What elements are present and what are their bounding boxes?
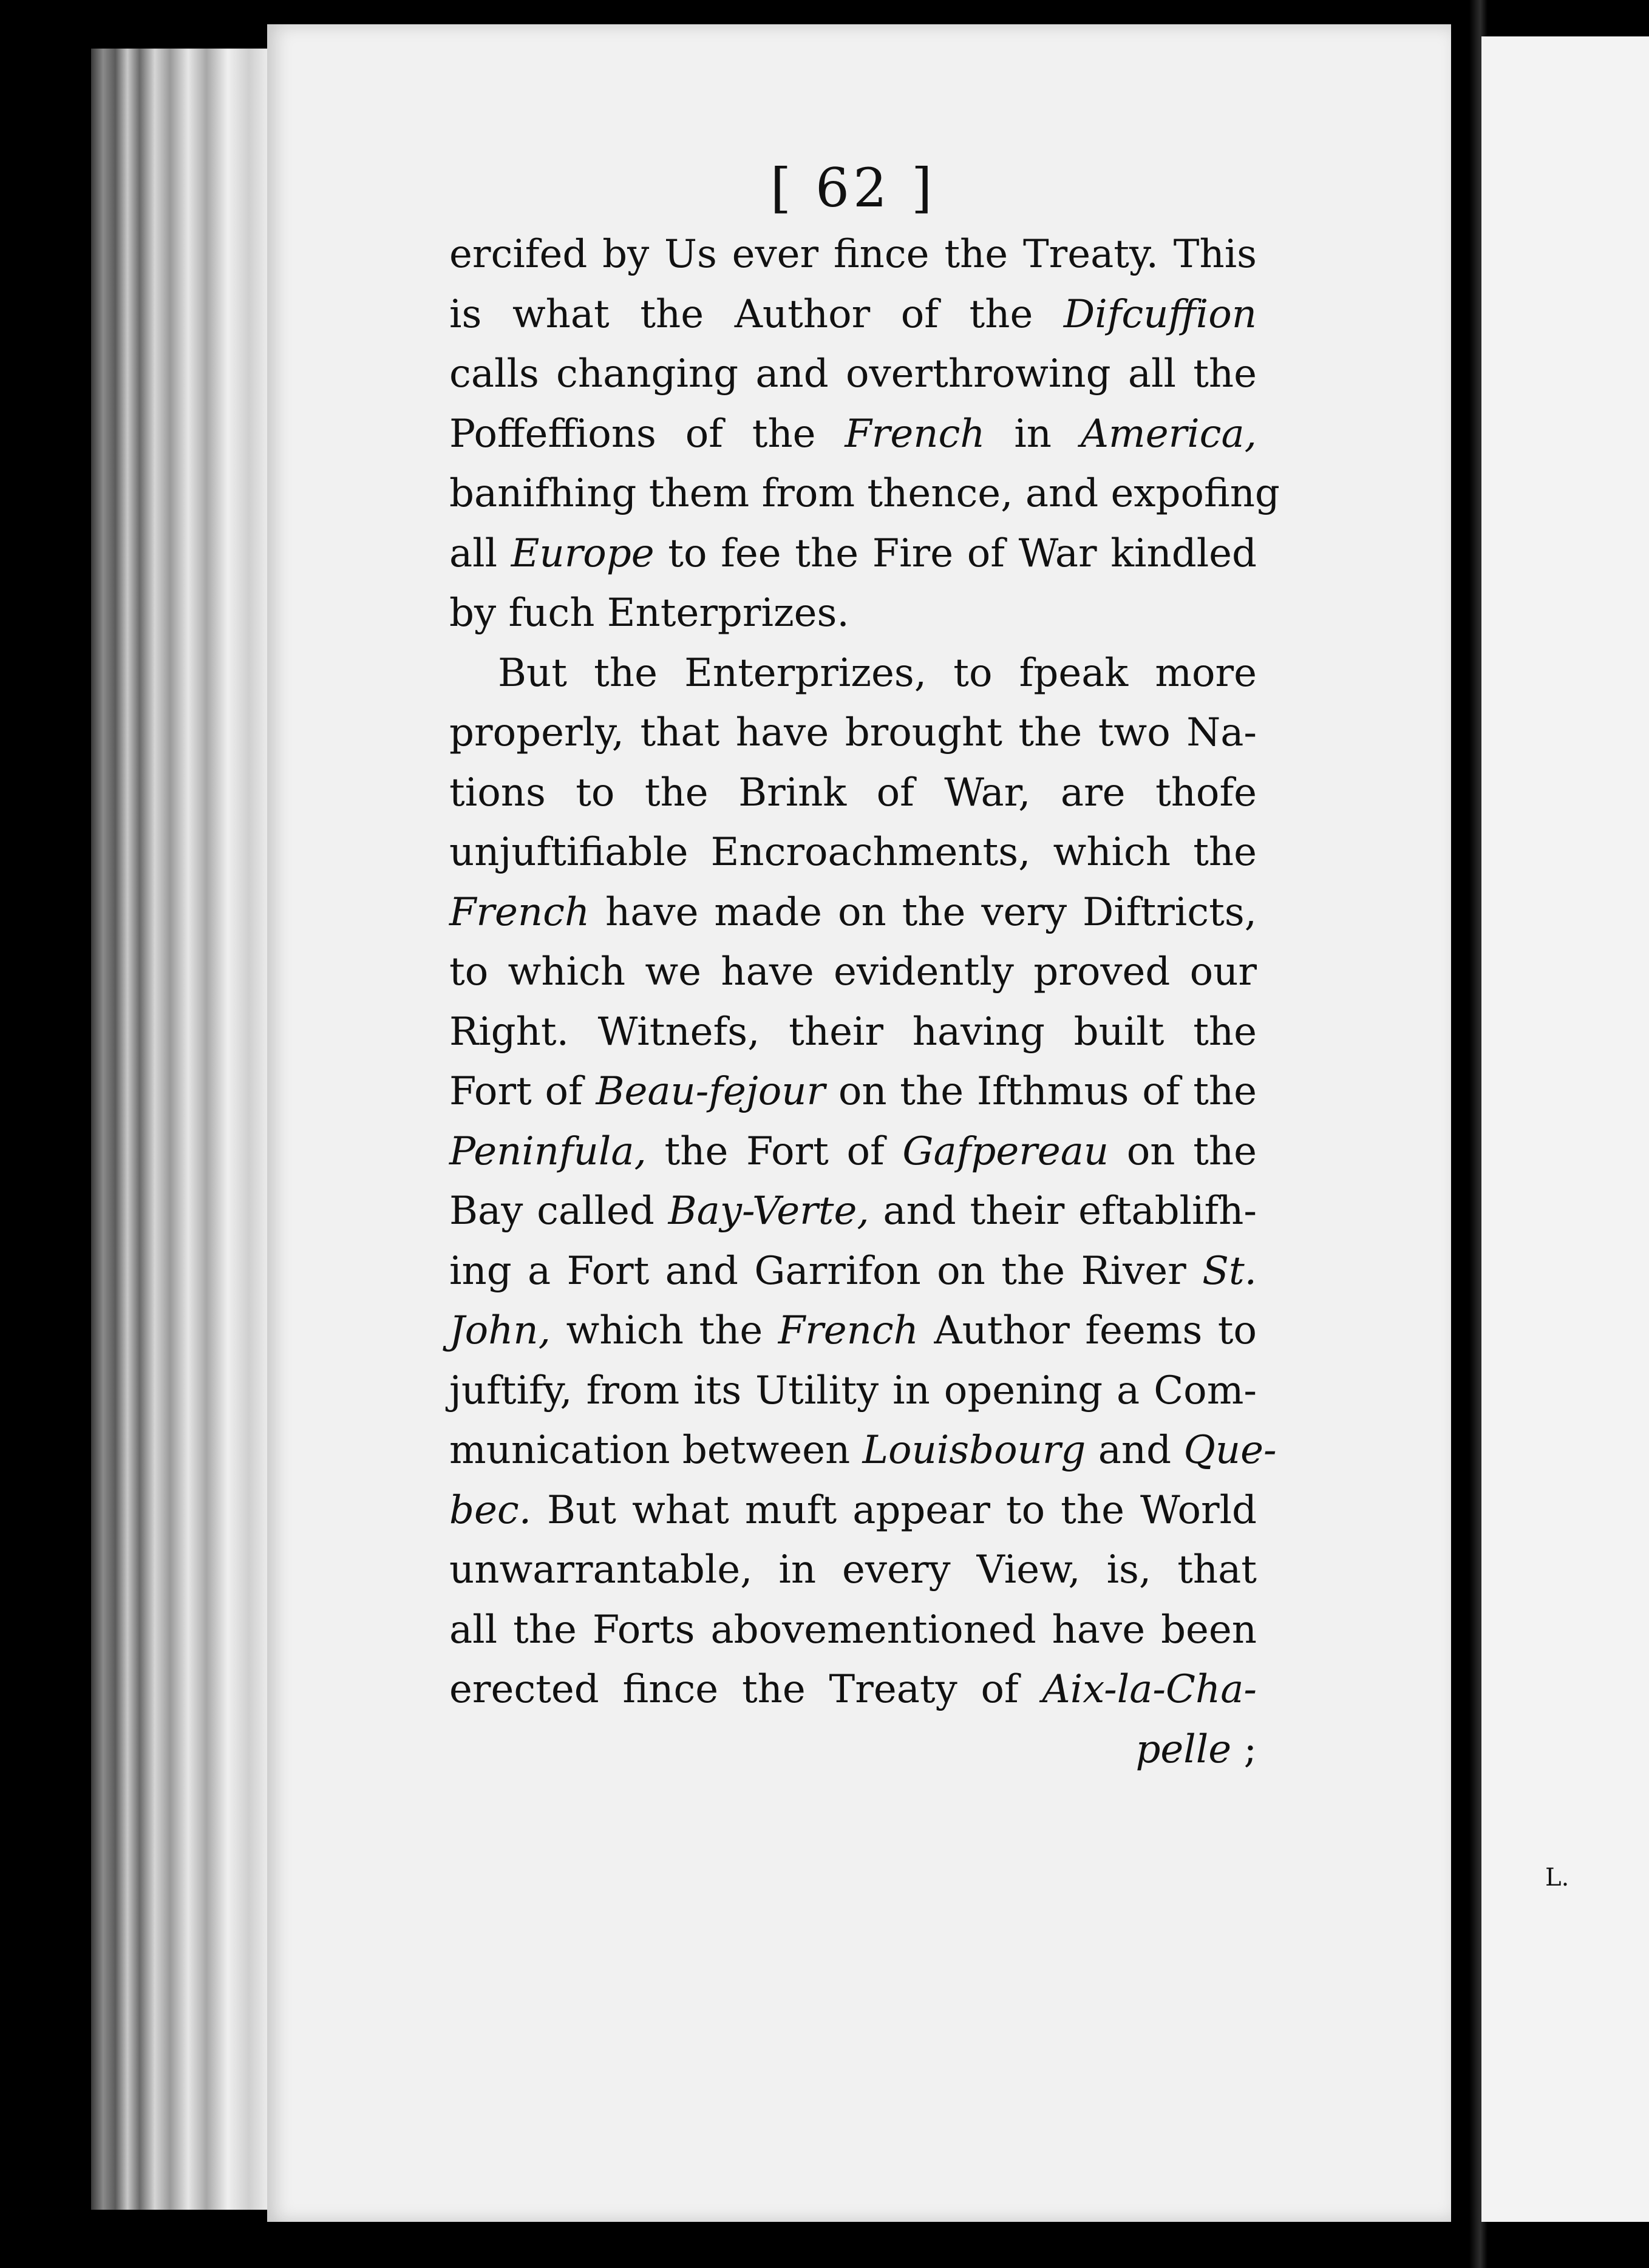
catchword-line — [449, 1720, 1257, 1780]
text-line — [449, 1122, 1257, 1182]
italic-text: pelle — [1135, 1726, 1232, 1772]
roman-text: juftify, from its Utility in opening a Com- — [449, 1368, 1257, 1413]
roman-text: But the Enterprizes, to fpeak more — [498, 650, 1257, 696]
italic-text: French — [778, 1308, 919, 1353]
roman-text: But what muft appear to the World — [531, 1487, 1257, 1533]
roman-text: erected fince the Treaty of — [449, 1667, 1042, 1712]
text-line — [449, 1361, 1257, 1421]
roman-text: to which we have evidently proved our — [449, 949, 1257, 994]
roman-text: have made on the very Diftricts, — [590, 889, 1257, 935]
roman-text: on the — [1109, 1129, 1257, 1174]
roman-text: all — [449, 531, 511, 576]
book-page-edges — [91, 49, 273, 2210]
roman-text: Author feems to — [918, 1308, 1257, 1353]
text-line — [449, 404, 1257, 464]
text-line — [449, 1301, 1257, 1361]
roman-text: and their eftablifh- — [869, 1189, 1257, 1234]
italic-text: Europe — [511, 531, 654, 576]
roman-text: unjuftifiable Encroachments, which the — [449, 830, 1257, 875]
roman-text: ing a Fort and Garrifon on the River — [449, 1248, 1203, 1294]
text-line — [449, 1181, 1257, 1241]
text-line — [449, 883, 1257, 943]
text-line — [449, 524, 1257, 584]
roman-text: banifhing them from thence, and expofing — [449, 471, 1280, 516]
page-text-block — [449, 152, 1280, 1779]
text-lines — [449, 225, 1280, 1779]
roman-text: the Fort of — [646, 1129, 903, 1174]
text-line — [449, 344, 1257, 404]
roman-text: to fee the Fire of War kindled — [654, 531, 1257, 576]
roman-text: is what the Author of the — [449, 291, 1064, 337]
roman-text: all the Forts abovementioned have been — [449, 1607, 1257, 1652]
text-line — [449, 942, 1257, 1002]
text-line — [449, 285, 1257, 345]
roman-text: by fuch Enterprizes. — [449, 591, 849, 636]
text-line — [449, 1600, 1257, 1660]
italic-text: bec. — [449, 1487, 532, 1533]
text-line — [449, 1062, 1257, 1122]
text-line — [449, 464, 1280, 524]
italic-text: Que- — [1183, 1428, 1277, 1473]
roman-text: Right. Witnefs, their having built the — [449, 1009, 1257, 1054]
text-line — [449, 583, 1257, 643]
page-number: [ 62 ] — [770, 157, 936, 219]
italic-text: French — [845, 411, 985, 457]
roman-text: Poffeffions of the — [449, 411, 845, 457]
italic-text: Bay-Verte, — [668, 1189, 869, 1234]
italic-text: John, — [449, 1308, 551, 1353]
italic-text: St. — [1202, 1248, 1257, 1294]
text-line — [449, 1540, 1257, 1600]
italic-text: Difcuffion — [1063, 291, 1257, 337]
italic-text: Beau-fejour — [596, 1069, 826, 1114]
roman-text: munication between — [449, 1428, 863, 1473]
text-line — [449, 643, 1257, 704]
roman-text: ercifed by Us ever fince the Treaty. This — [449, 232, 1257, 277]
text-line — [449, 1241, 1257, 1302]
italic-text: Peninfula, — [449, 1129, 647, 1174]
text-line — [449, 823, 1257, 883]
text-line — [449, 1481, 1257, 1541]
roman-text: and — [1086, 1428, 1184, 1473]
roman-text: Fort of — [449, 1069, 596, 1114]
text-line — [449, 703, 1257, 763]
roman-text: which the — [550, 1308, 778, 1353]
text-line — [449, 1421, 1277, 1481]
roman-text: properly, that have brought the two Na- — [449, 710, 1257, 755]
italic-text: America, — [1080, 411, 1257, 457]
roman-text: unwarrantable, in every View, is, that — [449, 1547, 1257, 1592]
text-line — [449, 225, 1257, 285]
text-line — [449, 763, 1257, 823]
italic-text: Aix-la-Cha- — [1042, 1667, 1257, 1712]
italic-text: Louisbourg — [862, 1428, 1086, 1473]
text-line — [449, 1002, 1257, 1062]
facing-page — [1481, 36, 1649, 2222]
roman-text: in — [985, 411, 1081, 457]
roman-text: calls changing and overthrowing all the — [449, 351, 1257, 396]
roman-text: tions to the Brink of War, are thofe — [449, 770, 1257, 815]
roman-text: Bay called — [449, 1189, 668, 1234]
roman-text: on the Ifthmus of the — [825, 1069, 1257, 1114]
roman-text: ; — [1231, 1726, 1257, 1772]
italic-text: French — [449, 889, 590, 935]
italic-text: Gafpereau — [902, 1129, 1109, 1174]
text-line — [449, 1660, 1257, 1720]
facing-page-mark: L. — [1545, 1864, 1569, 1892]
